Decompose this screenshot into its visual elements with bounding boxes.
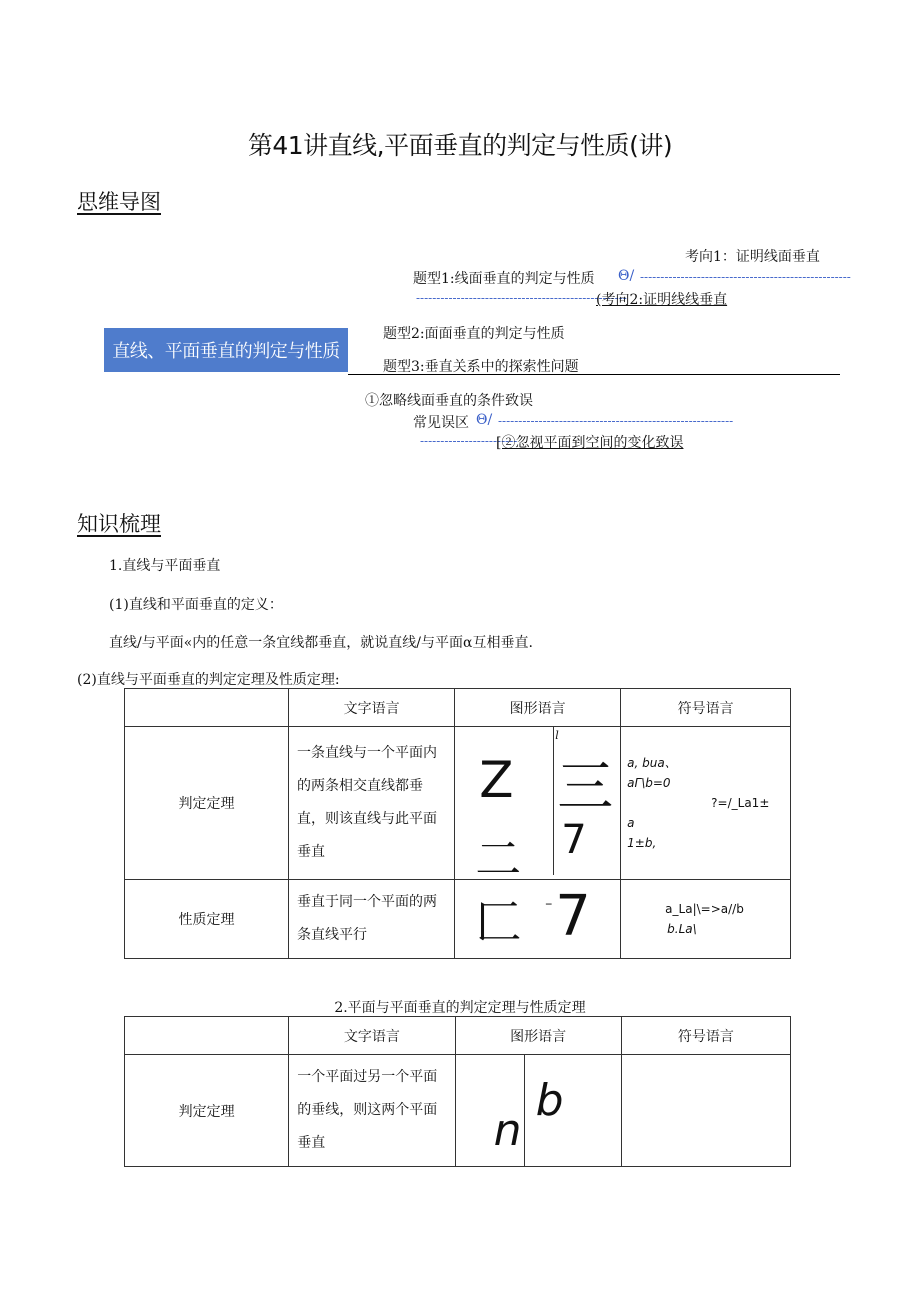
page-title: 第41讲直线,平面垂直的判定与性质(讲) <box>247 131 673 160</box>
mindmap-dashed-connector: ---------------------------------------------------- <box>416 291 627 305</box>
mindmap-error-2: [②忽视平面到空间的变化致误 <box>496 435 684 451</box>
symbol-cell <box>621 727 791 880</box>
mindmap-dashed-connector: ---------------------------------------------------------- <box>498 414 734 428</box>
table-header-cell: 文字语言 <box>289 689 455 727</box>
table-header-cell: 符号语言 <box>621 1017 790 1055</box>
section-heading-knowledge: 知识梳理 <box>77 512 161 536</box>
table-header-cell <box>125 1017 289 1055</box>
symbol-cell <box>621 880 791 959</box>
mindmap-dashed-connector: ------------------------ <box>420 434 518 448</box>
mindmap-direction-2: (考向2:证明线线垂直 <box>596 292 728 308</box>
subheading-2: 2.平面与平面垂直的判定定理与性质定理 <box>334 1000 586 1016</box>
figure-glyph: 7 <box>561 817 587 863</box>
subheading-1: 1.直线与平面垂直 <box>109 558 221 574</box>
subheading-1-2: (2)直线与平面垂直的判定定理及性质定理: <box>77 672 340 688</box>
theorem-text: 一个平面过另一个平面的垂线，则这两个平面垂直 <box>289 1055 455 1167</box>
figure-drawing <box>455 727 621 886</box>
symbol-line: a, bua、 <box>627 756 677 770</box>
symbol-line: a <box>627 816 635 830</box>
definition-text: 直线/与平面«内的任意一条宜线都垂直，就说直线/与平面α互相垂直. <box>109 635 533 651</box>
symbol-line: 1±b, <box>627 836 657 850</box>
theorem-text: 一条直线与一个平面内的两条相交直线都垂直，则该直线与此平面垂直 <box>289 727 455 880</box>
figure-glyph: Z <box>479 751 514 809</box>
figure-line <box>553 727 554 875</box>
row-label: 判定定理 <box>125 727 289 880</box>
mindmap-direction-1: 考向1：证明线面垂直 <box>685 249 820 265</box>
figure-glyph: 二 <box>475 832 522 886</box>
row-label: 判定定理 <box>125 1055 289 1167</box>
mindmap-type-2: 题型2:面面垂直的判定与性质 <box>383 326 565 342</box>
table-header-cell: 图形语言 <box>455 1017 621 1055</box>
row-label: 性质定理 <box>125 880 289 959</box>
figure-glyph: 三 <box>557 755 614 820</box>
table-header-cell: 文字语言 <box>289 1017 455 1055</box>
mindmap-branch-line <box>348 374 840 375</box>
figure-label: l <box>555 729 559 742</box>
mindmap-dashed-connector: ---------------------------------------------------- <box>640 270 851 284</box>
symbol-line: aΓ\b=0 <box>627 776 671 790</box>
theorem-text: 垂直于同一个平面的两条直线平行 <box>289 880 455 959</box>
symbol-line: b.La\ <box>667 922 697 936</box>
mindmap-type-1: 题型1:线面垂直的判定与性质 <box>413 271 595 287</box>
figure-cell <box>455 1055 621 1167</box>
figure-glyph: – <box>545 896 553 912</box>
mindmap-type-1-mark: Θ/ <box>618 268 635 284</box>
table-line-plane-perpendicular <box>124 688 791 959</box>
mindmap-error-1: ①忽略线面垂直的条件致误 <box>365 393 533 409</box>
symbol-cell <box>621 1055 790 1167</box>
symbol-line: a_La|\=>a//b <box>665 902 744 916</box>
mindmap-errors: 常见误区 <box>413 415 469 431</box>
figure-cell <box>455 727 621 886</box>
figure-line <box>524 1055 525 1167</box>
mindmap-root-node: 直线、平面垂直的判定与性质 <box>104 328 348 372</box>
table-plane-plane-perpendicular <box>124 1016 791 1167</box>
table-header-cell <box>125 689 289 727</box>
symbol-line: ?=/_La1± <box>711 796 770 810</box>
figure-cell <box>455 880 621 959</box>
figure-glyph: n <box>493 1105 522 1156</box>
figure-glyph: 匚 <box>475 895 522 949</box>
mindmap-errors-mark: Θ/ <box>476 412 493 428</box>
figure-glyph: 7 <box>555 884 591 949</box>
figure-glyph: b <box>535 1075 564 1126</box>
figure-drawing <box>456 1055 622 1167</box>
subheading-1-1: (1)直线和平面垂直的定义： <box>109 597 283 613</box>
figure-drawing <box>455 880 621 956</box>
table-header-cell: 图形语言 <box>455 689 621 727</box>
section-heading-mindmap: 思维导图 <box>77 190 161 214</box>
mindmap-type-3: 题型3:垂直关系中的探索性问题 <box>383 359 579 375</box>
table-header-cell: 符号语言 <box>621 689 791 727</box>
